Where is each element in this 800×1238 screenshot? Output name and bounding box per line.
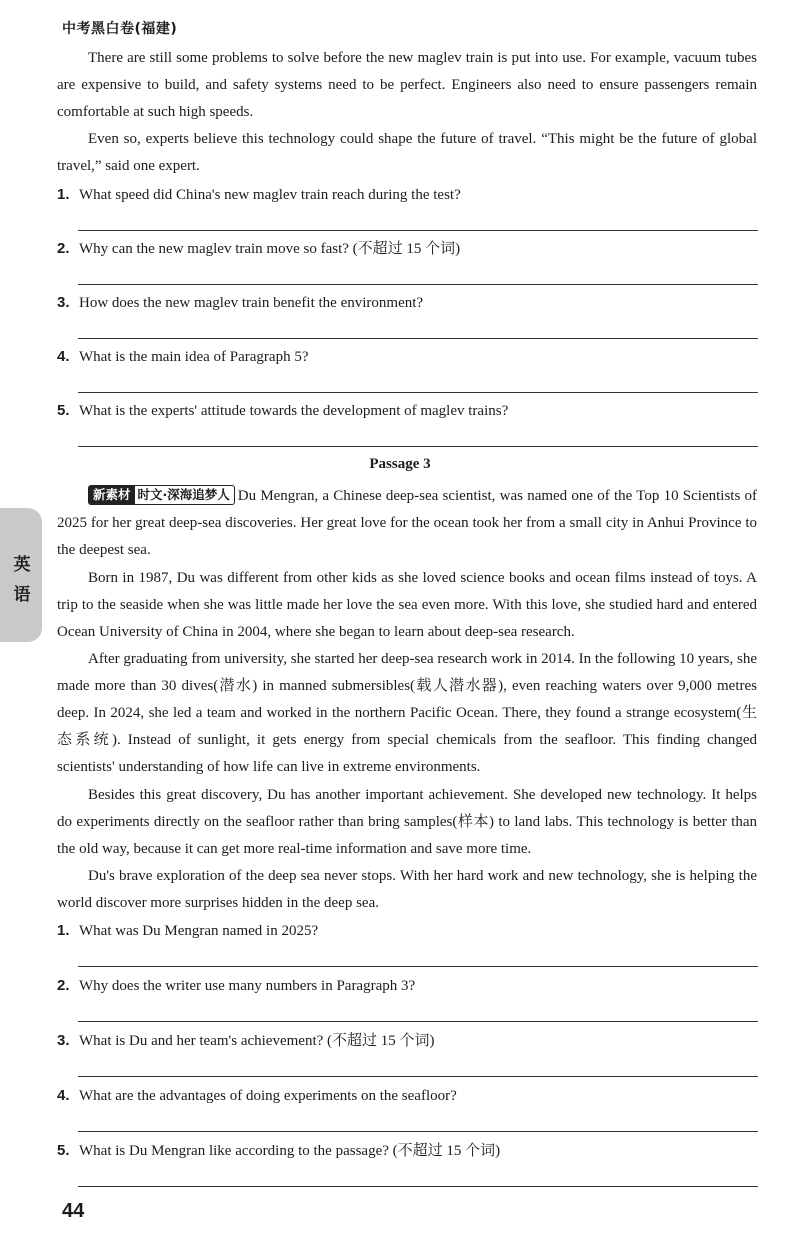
passage2-paragraph: There are still some problems to solve before the new maglev train is put into use. For example, vacuum tubes are expensive to build, and safety systems need to be perfect. Engineers also need to ensure passengers remain comfortable at such high speeds.	[57, 50, 757, 120]
question-text: What are the advantages of doing experiments on the seafloor?	[79, 1088, 457, 1104]
answer-line[interactable]	[78, 1076, 758, 1077]
answer-line[interactable]	[78, 1186, 758, 1187]
question-text: What is Du and her team's achievement? (不超过 15 个词)	[79, 1033, 435, 1049]
question-text: What is the main idea of Paragraph 5?	[79, 349, 309, 365]
tag-badge: 新素材	[89, 486, 135, 504]
question-text: What speed did China's new maglev train reach during the test?	[79, 187, 461, 203]
passage3-paragraph: Besides this great discovery, Du has another important achievement. She developed new technology. It helps do experiments directly on the seafloor rather than bring samples(样本) to land labs. This technology is better than the old way, because it can get more real-time information and save more time.	[57, 787, 757, 857]
question-text: What is Du Mengran like according to the passage? (不超过 15 个词)	[79, 1143, 501, 1159]
passage2-paragraph: Even so, experts believe this technology could shape the future of travel. “This might be the future of global travel,” said one expert.	[57, 131, 757, 174]
book-title-header: 中考黑白卷(福建)	[62, 21, 178, 37]
passage3-paragraph: Born in 1987, Du was different from other kids as she loved science books and ocean films instead of toys. A trip to the seaside when she was little made her love the sea even more. With this love, she studied hard and entered Ocean University of China in 2004, where she began to learn about deep-sea research.	[57, 570, 757, 640]
question-text: How does the new maglev train benefit the environment?	[79, 295, 424, 311]
answer-line[interactable]	[78, 230, 758, 231]
subject-char-2: 语	[13, 585, 31, 605]
question-2: 2. Why can the new maglev train move so fast? (不超过 15 个词)	[57, 240, 461, 257]
question-3: 3. How does the new maglev train benefit the environment?	[57, 294, 424, 311]
answer-line[interactable]	[78, 1131, 758, 1132]
question-text: Why does the writer use many numbers in Paragraph 3?	[79, 978, 416, 994]
question-2: 2. Why does the writer use many numbers in Paragraph 3?	[57, 977, 416, 994]
question-3: 3. What is Du and her team's achievement? (不超过 15 个词)	[57, 1032, 435, 1049]
passage3-paragraph: Du's brave exploration of the deep sea never stops. With her hard work and new technology, she is helping the world discover more surprises hidden in the deep sea.	[57, 868, 757, 911]
answer-line[interactable]	[78, 392, 758, 393]
answer-line[interactable]	[78, 284, 758, 285]
subject-side-tab	[0, 508, 42, 642]
passage3-paragraph: After graduating from university, she started her deep-sea research work in 2014. In the following 10 years, she made more than 30 dives(潜水) in manned submersibles(载人潜水器), even reaching waters over 9,000 metres deep. In 2024, she led a team and worked in the northern Pacific Ocean. There, they found a strange ecosystem(生态系统). Instead of sunlight, it gets energy from special chemicals from the seafloor. This finding changed scientists' understanding of how life can live in extreme environments.	[57, 651, 757, 775]
question-5: 5. What is the experts' attitude towards the development of maglev trains?	[57, 402, 509, 419]
subject-char-1: 英	[13, 555, 31, 575]
question-text: What was Du Mengran named in 2025?	[79, 923, 319, 939]
answer-line[interactable]	[78, 338, 758, 339]
tag-label: 时文·深海追梦人	[137, 487, 230, 502]
question-text: What is the experts' attitude towards the development of maglev trains?	[79, 403, 509, 419]
question-4: 4. What are the advantages of doing experiments on the seafloor?	[57, 1087, 457, 1104]
passage3-paragraph	[57, 483, 757, 564]
answer-line[interactable]	[78, 966, 758, 967]
question-text: Why can the new maglev train move so fast? (不超过 15 个词)	[79, 241, 461, 257]
page-number: 44	[62, 1200, 85, 1222]
question-5: 5. What is Du Mengran like according to the passage? (不超过 15 个词)	[57, 1142, 501, 1159]
answer-line[interactable]	[78, 446, 758, 447]
passage3-first-text: Du Mengran, a Chinese deep-sea scientist, was named one of the Top 10 Scientists of 2025 for her great deep-sea discoveries. Her great love for the ocean took her from a small city in Anhui Province to the deepest sea.	[57, 488, 757, 558]
passage-title: Passage 3	[369, 456, 431, 472]
question-1: 1. What speed did China's new maglev train reach during the test?	[57, 186, 461, 203]
question-1: 1. What was Du Mengran named in 2025?	[57, 922, 319, 939]
answer-line[interactable]	[78, 1021, 758, 1022]
new-material-tag	[88, 485, 235, 505]
question-4: 4. What is the main idea of Paragraph 5?	[57, 348, 309, 365]
